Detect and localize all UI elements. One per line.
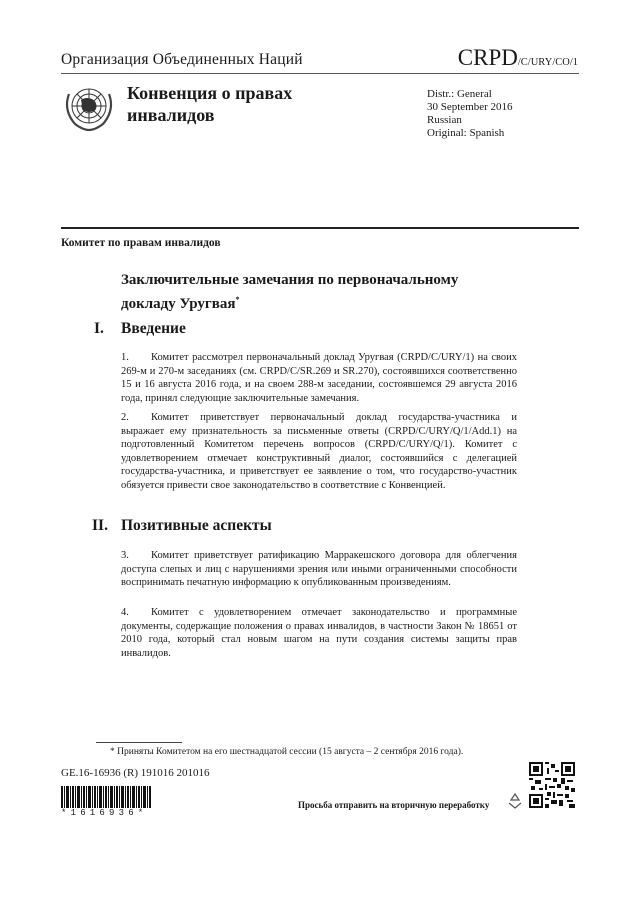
symbol-main: CRPD: [457, 45, 518, 70]
organization-name: Организация Объединенных Наций: [61, 51, 303, 68]
original-language: Original: Spanish: [427, 127, 505, 139]
document-title: [121, 271, 541, 314]
symbol-suffix: /C/URY/CO/1: [517, 57, 578, 68]
convention-title-line1: Конвенция о правах: [127, 83, 293, 103]
paragraph-4: [121, 606, 517, 660]
section-title: Позитивные аспекты: [121, 517, 272, 534]
paragraph-3: [121, 549, 517, 590]
paragraph-number: 1.: [121, 352, 129, 363]
title-footnote-mark[interactable]: *: [235, 295, 240, 304]
header-rule: [61, 73, 579, 74]
convention-title: [127, 82, 292, 126]
paragraph-text: Комитет приветствует первоначальный доклад государства-участника и выражает ему признательность за письменные ответы (CRPD/C/URY/Q/1/Add.1) на подготовленный Комитетом перечень вопросов (CRPD/C/URY/Q/1). Комитет с удовлетворением отмечает конструктивный диалог, состоявшийся с делегацией государства-участника, и приветствует ее заявление о том, что государство-участник обязуется привести свое законодательство в соответствие с Конвенцией.: [121, 412, 517, 491]
distribution-info: [427, 88, 513, 140]
section-number: I.: [94, 320, 104, 337]
title-rule: [61, 227, 579, 229]
convention-title-line2: инвалидов: [127, 105, 215, 125]
recycle-icon: [506, 792, 524, 810]
recycle-notice: Просьба отправить на вторичную переработку: [298, 800, 490, 810]
section-heading-2: [92, 517, 492, 537]
paragraph-number: 3.: [121, 550, 129, 561]
title-line2: докладу Уругвая: [121, 296, 236, 312]
title-line1: Заключительные замечания по первоначальному: [121, 272, 459, 288]
barcode-icon: [61, 786, 153, 808]
document-symbol: [458, 45, 578, 71]
job-number: GE.16-16936 (R) 191016 201016: [61, 767, 210, 779]
un-emblem-icon: [61, 80, 117, 136]
section-number: II.: [92, 517, 108, 534]
paragraph-number: 4.: [121, 607, 129, 618]
committee-name: Комитет по правам инвалидов: [61, 237, 221, 249]
section-heading-1: [94, 320, 494, 340]
barcode-number: *1616936*: [61, 808, 148, 818]
paragraph-text: Комитет приветствует ратификацию Марракешского договора для облегчения доступа слепых и лиц с нарушениями зрения или иными ограниченными способности воспринимать печатную информацию к опубликованным произведениям.: [121, 550, 517, 589]
date: 30 September 2016: [427, 101, 513, 113]
section-title: Введение: [121, 320, 186, 337]
footnote-rule: [96, 742, 182, 743]
paragraph-2: [121, 411, 517, 493]
paragraph-1: [121, 351, 517, 405]
qr-code-icon[interactable]: [529, 762, 575, 808]
footnote: * Приняты Комитетом на его шестнадцатой сессии (15 августа – 2 сентября 2016 года).: [110, 747, 464, 757]
language: Russian: [427, 114, 462, 126]
paragraph-text: Комитет рассмотрел первоначальный доклад Уругвая (CRPD/C/URY/1) на своих 269-м и 270-м заседаниях (см. CRPD/C/SR.269 и SR.270), состоявшихся соответственно 15 и 16 августа 2016 года, и на своем 288-м заседании, состоявшемся 29 августа 2016 года, принял следующие заключительные замечания.: [121, 352, 517, 404]
paragraph-number: 2.: [121, 412, 129, 423]
distribution: Distr.: General: [427, 88, 492, 100]
paragraph-text: Комитет с удовлетворением отмечает законодательство и программные документы, содержащие положения о правах инвалидов, в частности Закон № 18651 от 2010 года, который стал новым шагом на пути создания системы защиты прав инвалидов.: [121, 607, 517, 659]
